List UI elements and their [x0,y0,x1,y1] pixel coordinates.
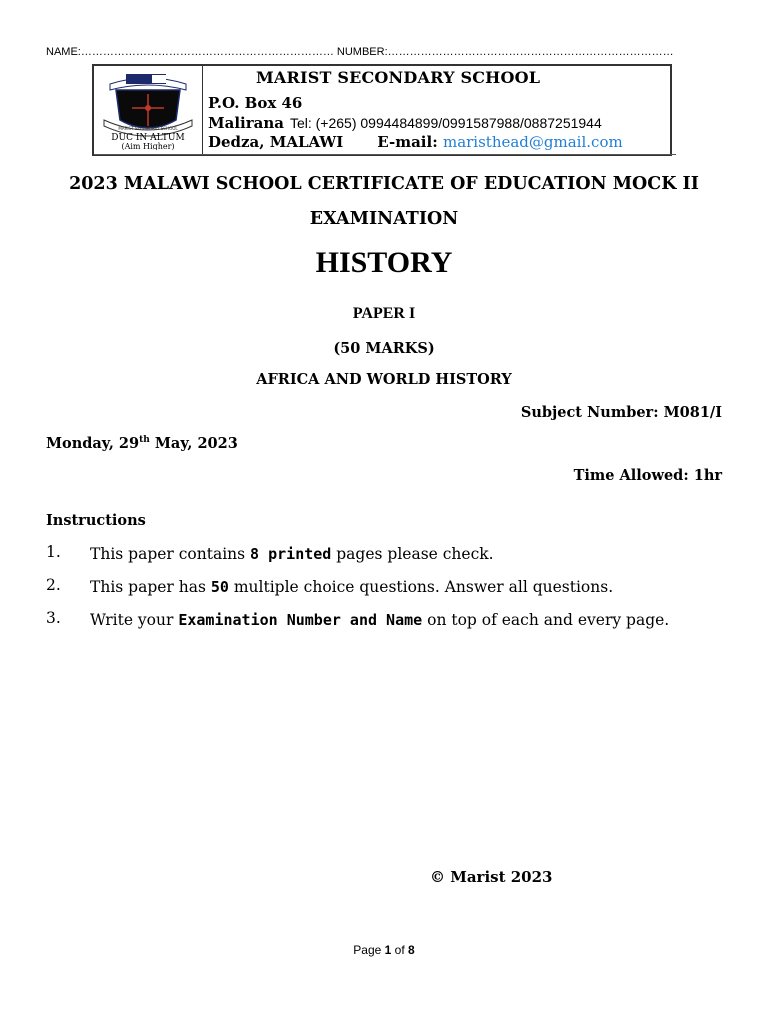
instruction-text: multiple choice questions. Answer all questions. [228,578,614,596]
page-current: 1 [384,943,392,957]
instruction-item [46,543,723,566]
paper-label: PAPER I [352,305,416,322]
instruction-text: Write your [90,611,179,629]
header-underline [94,154,676,155]
date-day: Monday, 29 [46,435,140,452]
crest-motto-translation: (Aim Higher) [121,142,175,150]
marks-label: (50 MARKS) [333,340,435,357]
instruction-bold: 50 [210,578,229,596]
page-label: Page [353,943,385,957]
district-email-line [208,133,623,151]
exam-date [46,435,238,452]
instruction-text: pages please check. [331,545,494,563]
instruction-item [46,609,723,632]
town: Malirana [208,114,284,132]
name-number-line [46,46,674,58]
page-footer [0,943,768,957]
email-link[interactable]: maristhead@gmail.com [442,133,623,151]
instruction-bold: Examination Number and Name [178,611,423,629]
copyright: © Marist 2023 [430,868,553,886]
date-suffix: th [139,435,150,446]
name-label: NAME: [46,46,81,58]
time-allowed: Time Allowed: 1hr [573,467,722,484]
crest-banner: MARIST SECONDARY SCHOOL [118,126,178,131]
instruction-item [46,576,723,599]
instruction-number: 1. [46,543,61,561]
header-divider [202,66,203,154]
instruction-text: This paper has [90,578,211,596]
instruction-text: This paper contains [90,545,251,563]
name-dots: …………………………………………………………… [80,46,334,58]
exam-title-line1: 2023 MALAWI SCHOOL CERTIFICATE OF EDUCATION MOCK II [69,174,699,194]
instruction-text: on top of each and every page. [422,611,670,629]
po-box: P.O. Box 46 [208,94,303,112]
town-tel-line [208,114,602,132]
exam-title-line2: EXAMINATION [309,209,459,229]
district: Dedza, MALAWI [208,133,344,151]
telephone: Tel: (+265) 0994484899/0991587988/0887251944 [289,115,602,131]
instruction-bold: 8 printed [250,545,332,563]
instruction-number: 2. [46,576,61,594]
subject-title: HISTORY [315,246,453,279]
of-label: of [391,943,409,957]
email-label: E-mail: [377,133,438,151]
school-header [92,64,672,156]
date-rest: May, 2023 [149,435,238,452]
school-crest-logo [102,70,194,150]
school-name: MARIST SECONDARY SCHOOL [256,68,541,87]
instruction-number: 3. [46,609,61,627]
instructions-heading: Instructions [46,512,146,529]
number-label: NUMBER: [336,46,388,58]
number-dots: …………………………………………………………………… [387,46,674,58]
subject-area: AFRICA AND WORLD HISTORY [256,371,512,388]
page-total: 8 [408,943,415,957]
subject-number: Subject Number: M081/I [520,404,722,421]
crest-motto: DUC IN ALTUM [111,133,185,143]
